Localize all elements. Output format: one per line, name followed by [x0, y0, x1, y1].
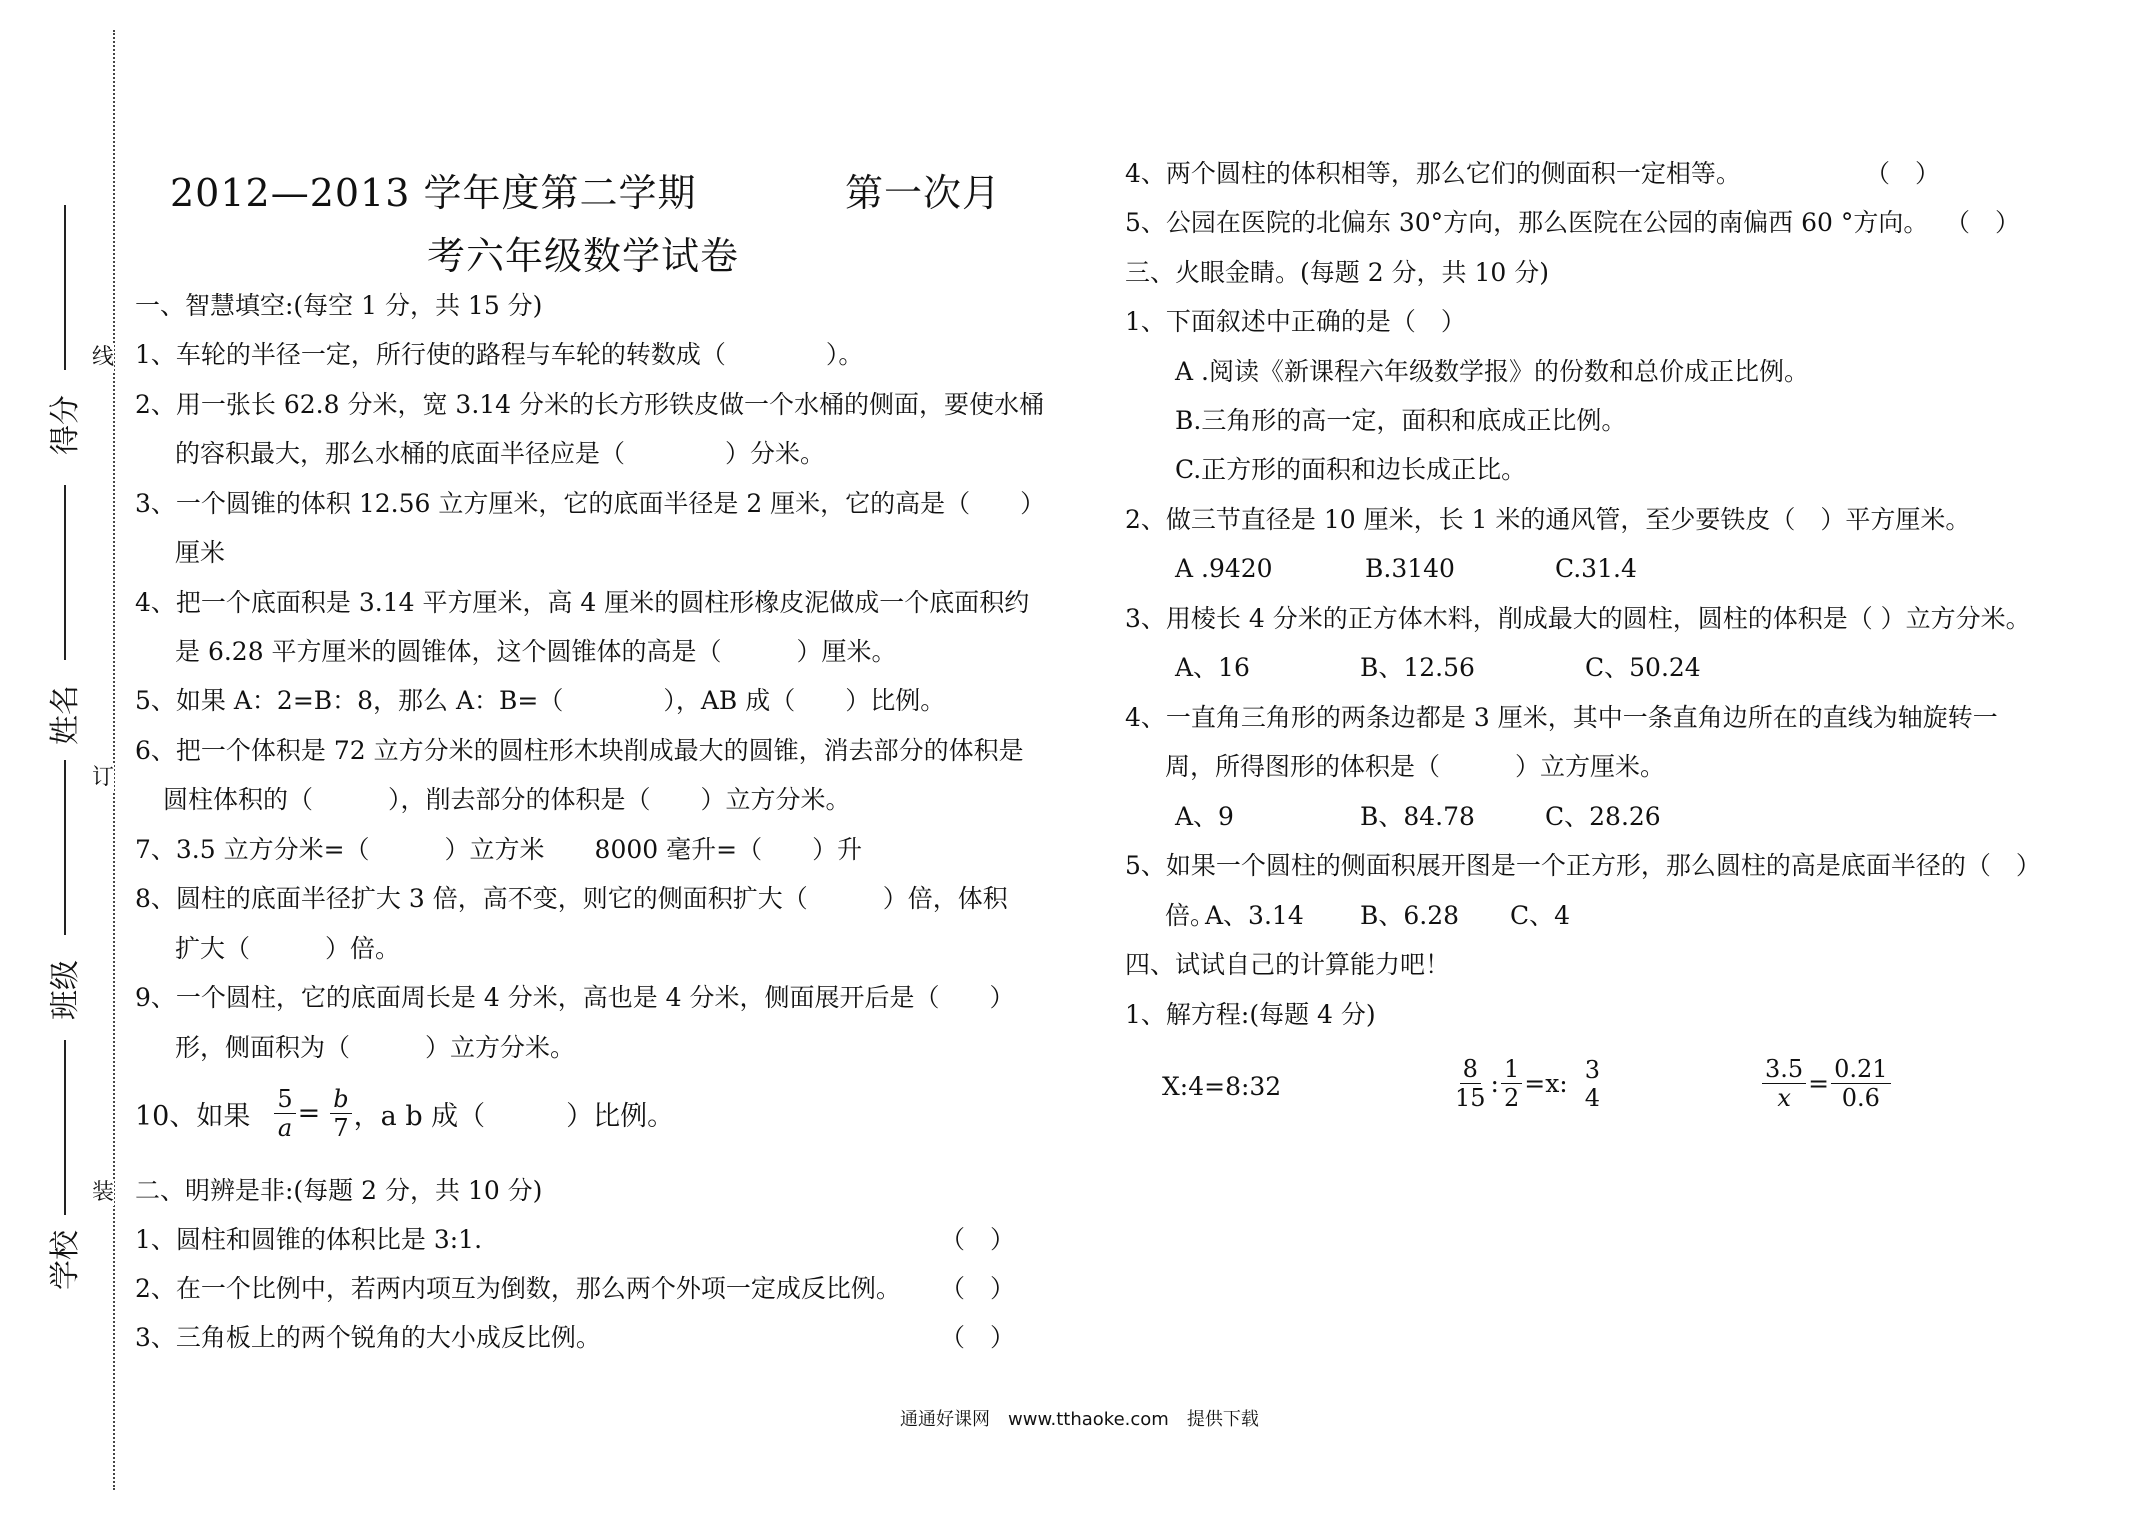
equation-2	[1450, 1055, 1605, 1112]
section1-heading: 一、智慧填空:(每空 1 分，共 15 分)	[135, 291, 543, 320]
s1-q10	[135, 1085, 674, 1142]
eq2-fraction-3: 3 4	[1584, 1055, 1601, 1112]
s1-q1: 1、车轮的半径一定，所行使的路程与车轮的转数成（ ）。	[135, 340, 864, 369]
s1-q8b: 扩大（ ）倍。	[175, 934, 401, 963]
eq2-colon: :	[1490, 1069, 1499, 1098]
s3-q2: 2、做三节直径是 10 厘米，长 1 米的通风管，至少要铁皮（ ）平方厘米。	[1125, 505, 1971, 534]
s1-q2b: 的容积最大，那么水桶的底面半径应是（ ）分米。	[175, 439, 826, 468]
s1-q4b: 是 6.28 平方厘米的圆锥体，这个圆锥体的高是（ ）厘米。	[175, 637, 897, 666]
option: C、28.26	[1545, 802, 1661, 831]
s1-q3a: 3、一个圆锥的体积 12.56 立方厘米，它的底面半径是 2 厘米，它的高是（ ）	[135, 489, 1046, 518]
title-line1-left: 2012—2013 学年度第二学期	[170, 171, 697, 215]
s2-item-3: 3、三角板上的两个锐角的大小成反比例。 （ ）	[135, 1323, 1015, 1352]
s3-q5b-prefix: 倍。	[1165, 901, 1216, 930]
answer-paren[interactable]: （ ）	[1944, 208, 2020, 237]
s3-q3-options	[1175, 652, 1701, 684]
footer-source: 通通好课网 www.tthaoke.com 提供下载	[900, 1409, 1259, 1430]
s1-q6a: 6、把一个体积是 72 立方分米的圆柱形木块削成最大的圆锥，消去部分的体积是	[135, 736, 1024, 765]
s1-q10-suffix: ，a b 成（ ）比例。	[353, 1101, 675, 1132]
s1-q5: 5、如果 A：2=B：8，那么 A：B=（ ），AB 成（ ）比例。	[135, 686, 946, 715]
s1-q9a: 9、一个圆柱，它的底面周长是 4 分米，高也是 4 分米，侧面展开后是（ ）	[135, 983, 1015, 1012]
option: B、12.56	[1360, 653, 1475, 682]
s3-q2-options	[1175, 553, 1637, 585]
s1-q2a: 2、用一张长 62.8 分米，宽 3.14 分米的长方形铁皮做一个水桶的侧面，要使水桶	[135, 390, 1045, 419]
binding-dotted-line	[113, 30, 115, 1490]
s3-q5a: 5、如果一个圆柱的侧面积展开图是一个正方形，那么圆柱的高是底面半径的（ ）	[1125, 851, 2041, 880]
answer-paren[interactable]: （ ）	[1864, 159, 1940, 188]
eq3-fraction-2: $\frac{0.21}{0.6}$	[1831, 1055, 1890, 1112]
section4-heading: 四、试试自己的计算能力吧！	[1125, 950, 1451, 979]
binding-margin	[0, 0, 120, 1518]
s1-q10-fraction-2: $\frac{b}{7}$	[330, 1085, 351, 1142]
eq2-fraction-2: $\frac{1}{2}$	[1501, 1055, 1522, 1112]
s1-q8a: 8、圆柱的底面半径扩大 3 倍，高不变，则它的侧面积扩大（ ）倍，体积	[135, 884, 1008, 913]
option: C、4	[1510, 901, 1571, 930]
field-class-label: 班级	[48, 960, 83, 1020]
s3-q3: 3、用棱长 4 分米的正方体木料，削成最大的圆柱，圆柱的体积是（ ）立方分米。	[1125, 604, 2031, 633]
s1-q9b: 形，侧面积为（ ）立方分米。	[175, 1033, 576, 1062]
bind-word-bind: 装	[92, 1180, 115, 1205]
s1-q7: 7、3.5 立方分米=（ ）立方米 8000 毫升=（ ）升	[135, 835, 863, 864]
s3-q4a: 4、一直角三角形的两条边都是 3 厘米，其中一条直角边所在的直线为轴旋转一	[1125, 703, 1998, 732]
equation-3	[1760, 1055, 1893, 1112]
option: A、3.14	[1205, 901, 1304, 930]
answer-paren[interactable]: （ ）	[939, 1323, 1015, 1352]
answer-paren[interactable]: （ ）	[939, 1274, 1015, 1303]
s3-q4-options	[1175, 801, 1661, 833]
option: C.31.4	[1555, 554, 1637, 583]
title-line1-right: 第一次月	[845, 171, 1002, 215]
s3-q1-option-a: A .阅读《新课程六年级数学报》的份数和总价成正比例。	[1175, 357, 1809, 386]
eq2-fraction-1: $\frac{8}{15}$	[1455, 1055, 1486, 1112]
s1-q10-prefix: 10、如果	[135, 1101, 251, 1132]
s3-q1-option-c: C.正方形的面积和边长成正比。	[1175, 455, 1527, 484]
section3-heading: 三、火眼金睛。(每题 2 分，共 10 分)	[1125, 258, 1550, 287]
s4-subheading: 1、解方程:(每题 4 分)	[1125, 1000, 1376, 1029]
s1-q10-equals: =	[297, 1098, 321, 1129]
field-school-label: 学校	[48, 1230, 83, 1290]
option: A、9	[1175, 802, 1234, 831]
s3-q1: 1、下面叙述中正确的是（ ）	[1125, 307, 1466, 336]
title-line2: 考六年级数学试卷	[427, 234, 740, 278]
s3-q5-options	[1165, 900, 1570, 932]
eq2-mid: =x:	[1524, 1069, 1568, 1098]
option: B.3140	[1365, 554, 1455, 583]
s2-item-1: 1、圆柱和圆锥的体积比是 3:1. （ ）	[135, 1225, 1015, 1254]
bind-word-line: 线	[92, 345, 115, 370]
s1-q10-fraction-1: $\frac{5}{a}$	[274, 1085, 295, 1142]
s3-q1-option-b: B.三角形的高一定，面积和底成正比例。	[1175, 406, 1627, 435]
option: B、6.28	[1360, 901, 1460, 930]
s2-item-5: 5、公园在医院的北偏东 30°方向，那么医院在公园的南偏西 60 °方向。 （ ）	[1125, 208, 2020, 237]
option: C、50.24	[1585, 653, 1701, 682]
s1-q4a: 4、把一个底面积是 3.14 平方厘米，高 4 厘米的圆柱形橡皮泥做成一个底面积约	[135, 588, 1030, 617]
equation-1-text: X:4=8:32	[1162, 1072, 1282, 1101]
s1-q6b: 圆柱体积的（ ），削去部分的体积是（ ）立方分米。	[163, 785, 851, 814]
option: B、84.78	[1360, 802, 1475, 831]
s1-q3b: 厘米	[175, 538, 226, 567]
option: A、16	[1175, 653, 1250, 682]
section2-heading: 二、明辨是非:(每题 2 分，共 10 分)	[135, 1176, 543, 1205]
answer-paren[interactable]: （ ）	[939, 1225, 1015, 1254]
bind-word-order: 订	[92, 765, 115, 790]
option: A .9420	[1175, 554, 1273, 583]
eq3-equals: =	[1808, 1069, 1830, 1098]
equation-1	[1162, 1072, 1281, 1101]
field-name-label: 姓名	[48, 685, 83, 745]
field-score-label: 得分	[48, 395, 83, 455]
eq3-fraction-1: $\frac{3.5}{x}$	[1762, 1055, 1806, 1112]
s2-item-4: 4、两个圆柱的体积相等，那么它们的侧面积一定相等。 （ ）	[1125, 159, 1940, 188]
s3-q4b: 周，所得图形的体积是（ ）立方厘米。	[1165, 752, 1666, 781]
s2-item-2: 2、在一个比例中，若两内项互为倒数，那么两个外项一定成反比例。 （ ）	[135, 1274, 1015, 1303]
